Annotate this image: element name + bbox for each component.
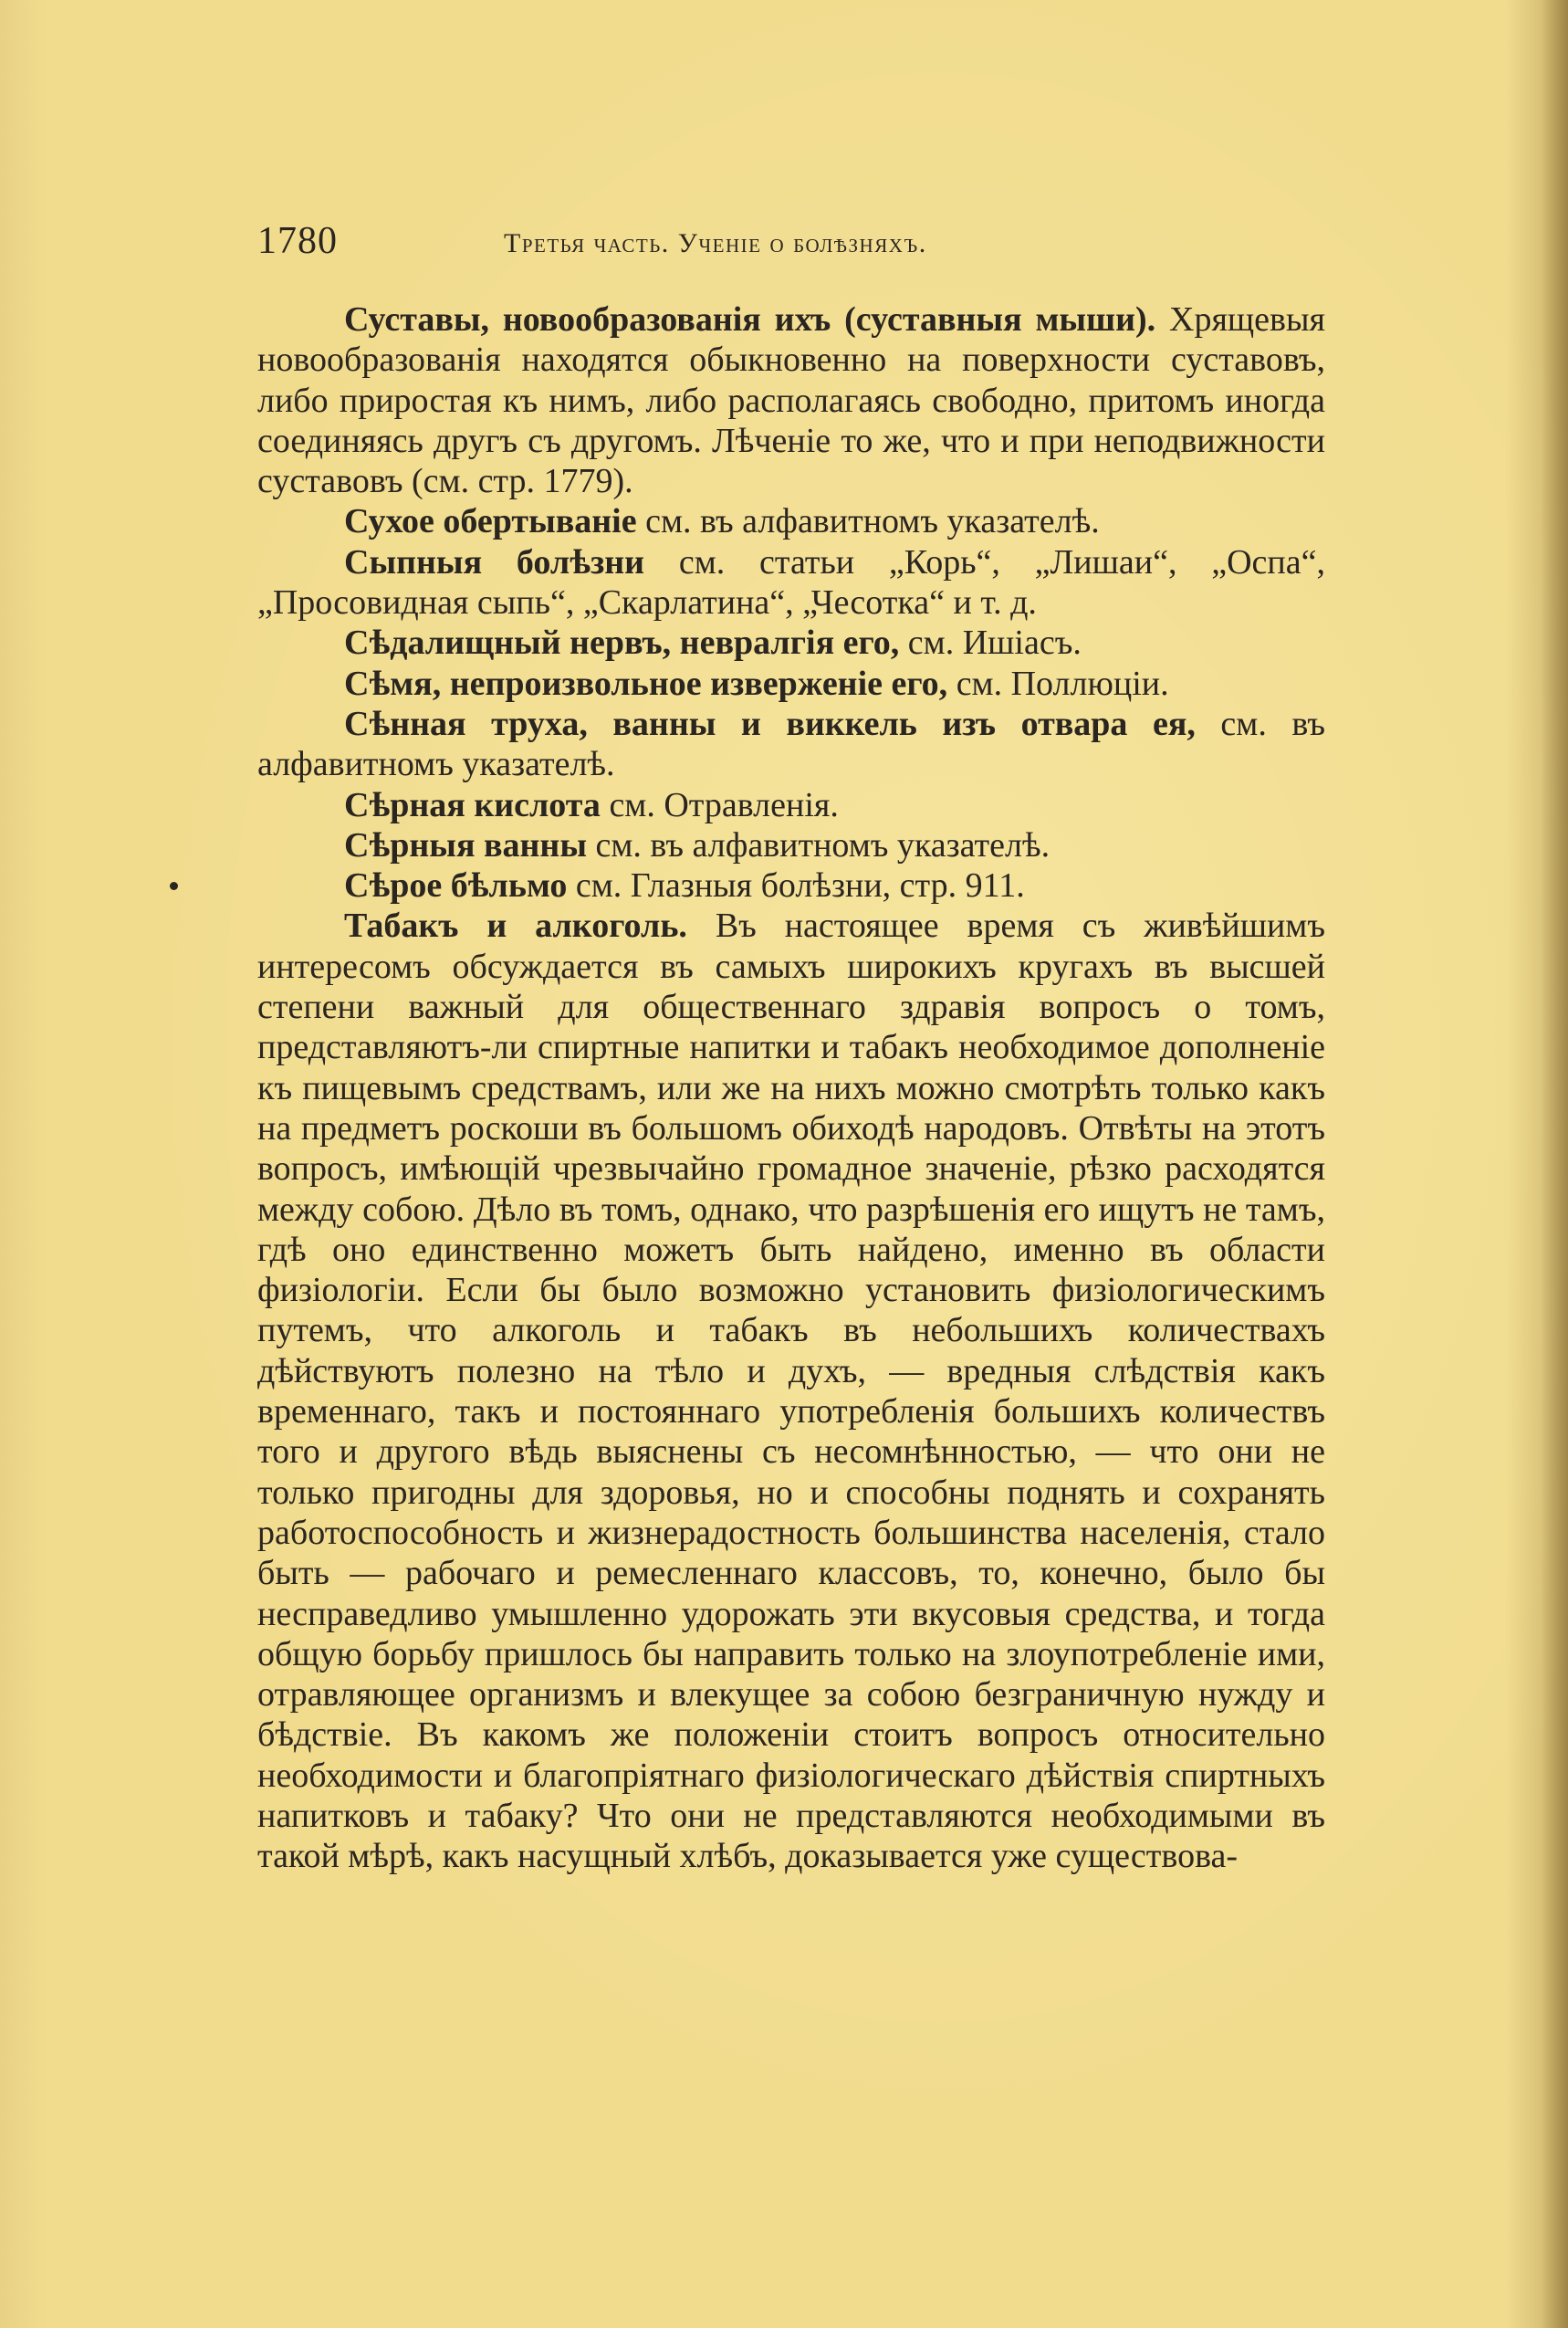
entry-text: см. Поллюціи. (947, 664, 1169, 703)
page-edge-shadow (1541, 0, 1568, 2328)
entry-term: Суставы, новообразованія ихъ (суставныя мыши). (344, 300, 1156, 339)
entry-rash-diseases (257, 542, 1325, 624)
entry-term: Сѣдалищный нервъ, невралгія его, (344, 624, 900, 663)
entry-joints (257, 299, 1325, 501)
page-number: 1780 (257, 220, 338, 262)
entry-term: Сѣмя, непроизвольное изверженіе его, (344, 664, 948, 703)
entry-term: Табакъ и алкоголь. (344, 907, 687, 946)
entry-text: см. статьи „Корь“, „Лишаи“, „Оспа“, „Просовидная сыпь“, „Скарлатина“, „Чесотка“ и т. д. (257, 542, 1325, 623)
entry-term: Сыпныя болѣзни (344, 542, 645, 582)
entry-sulfuric-acid (257, 785, 1325, 825)
entry-term: Сухое обертываніе (344, 502, 637, 541)
entry-tobacco-alcohol (257, 906, 1325, 1876)
entry-cataract (257, 865, 1325, 906)
entry-text: см. въ алфавитномъ указателѣ. (586, 825, 1051, 865)
entry-sciatic-nerve (257, 623, 1325, 663)
entry-text: см. Глазныя болѣзни, стр. 911. (567, 866, 1025, 906)
entry-hay-dust (257, 704, 1325, 785)
entry-term: Сѣрныя ванны (344, 825, 587, 865)
entry-text: см. Отравленія. (600, 785, 839, 824)
main-text (257, 299, 1325, 1877)
entry-text: Хрящевыя новообразованія находятся обыкновенно на поверхности суставовъ, либо приростая къ нимъ, либо располагаясь свободно, притомъ иногда соединяясь другъ съ другомъ. Лѣченіе то же, что и при неподвижности суставовъ (см. стр. 1779). (257, 300, 1326, 501)
entry-term: Сѣрое бѣльмо (344, 866, 568, 906)
margin-mark (170, 882, 178, 890)
entry-text: см. Ишіасъ. (899, 624, 1082, 663)
entry-text: см. въ алфавитномъ указателѣ. (257, 704, 1326, 784)
entry-term: Сѣнная труха, ванны и виккель изъ отвара ея, (344, 704, 1196, 743)
page-header (257, 219, 1325, 274)
entry-text: Въ настоящее время съ живѣйшимъ интересомъ обсуждается въ самыхъ широкихъ кругахъ въ высшей степени важный для общественнаго здравія вопросъ о томъ, представляютъ-ли спиртные напитки и табакъ необходимое дополненіе къ пищевымъ средствамъ, или же на нихъ можно смотрѣть только какъ на предметъ роскоши въ большомъ обиходѣ народовъ. Отвѣты на этотъ вопросъ, имѣющій чрезвычайно громадное значеніе, рѣзко расходятся между собою. Дѣло въ томъ, однако, что разрѣшенія его ищутъ не тамъ, гдѣ оно единственно можетъ быть найдено, именно въ области физіологіи. Если бы было возможно установить физіологическимъ путемъ, что алкоголь и табакъ въ небольшихъ количествахъ дѣйствуютъ полезно на тѣло и духъ, — вредныя слѣдствія какъ временнаго, такъ и постояннаго употребленія большихъ количествъ того и другого вѣдь выяснены съ несомнѣнностью, — что они не только пригодны для здоровья, но и способны поднять и сохранять работоспособность и жизнерадостность большинства населенія, стало быть — рабочаго и ремесленнаго классовъ, то, конечно, было бы несправедливо умышленно удорожать эти вкусовыя средства, и тогда общую борьбу пришлось бы направить только на злоупотребленіе ими, отравляющее организмъ и влекущее за собою безграничную нужду и бѣдствіе. Въ какомъ же положеніи стоитъ вопросъ относительно необходимости и благопріятнаго физіологическаго дѣйствія спиртныхъ напитковъ и табаку? Что они не представляются необходимыми въ такой мѣрѣ, какъ насущный хлѣбъ, доказывается уже существова- (257, 907, 1325, 1876)
entry-sulfur-baths (257, 825, 1325, 865)
entry-term: Сѣрная кислота (344, 785, 601, 824)
entry-semen (257, 664, 1325, 704)
running-head: Третья часть. Ученіе о болѣзняхъ. (504, 228, 927, 258)
entry-dry-wrap (257, 501, 1325, 541)
entry-text: см. въ алфавитномъ указателѣ. (636, 502, 1100, 541)
